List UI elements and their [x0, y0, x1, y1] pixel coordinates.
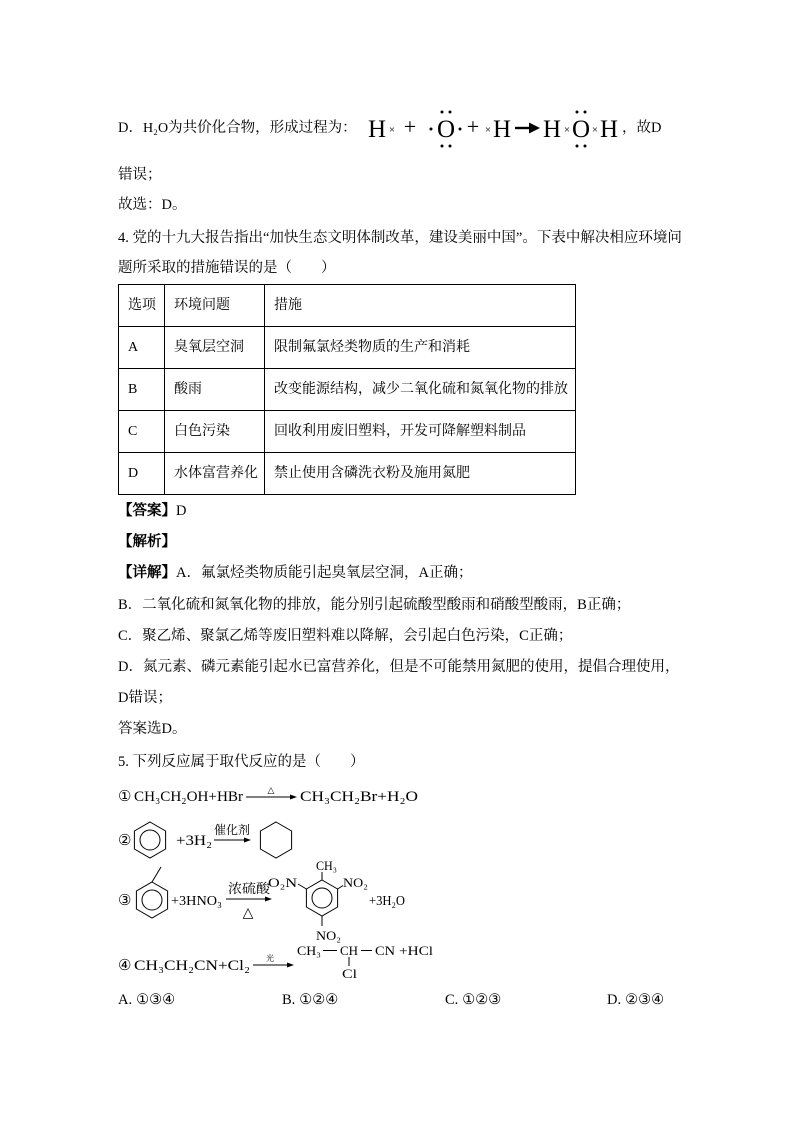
option-d-label: D． [118, 120, 143, 136]
answer-value: D [176, 503, 187, 519]
option-value: ①②④ [299, 992, 339, 1008]
reaction-4 [118, 943, 433, 981]
toluene-aromatic-circle [142, 890, 162, 910]
cell-option: A [119, 327, 165, 369]
cell-problem: 白色污染 [165, 411, 265, 453]
cell-problem: 臭氧层空洞 [165, 327, 265, 369]
product-byproduct: +HCl [399, 943, 434, 958]
electron-dot [449, 145, 452, 148]
toluene-ring [136, 882, 167, 918]
cell-measure: 限制氟氯烃类物质的生产和消耗 [265, 327, 576, 369]
reaction-1-condition: △ [267, 785, 275, 795]
option-label: D. [607, 992, 622, 1008]
cell-option: B [119, 369, 165, 411]
detail-line-d-continuation: D错误； [118, 690, 172, 706]
cyclohexane-ring [260, 822, 291, 858]
reaction-4-reactants: CH₃CH₂CN+Cl₂ [134, 958, 250, 974]
reaction-1-arrow-head [290, 795, 297, 800]
cell-measure: 改变能源结构，减少二氧化硫和氮氧化物的排放 [265, 369, 576, 411]
substituent-top: CH₃ [316, 858, 337, 873]
table-row [119, 453, 576, 495]
product-group-2: CH [340, 943, 358, 958]
electron-dot [576, 145, 579, 148]
benzene-aromatic-circle [140, 830, 160, 850]
hydrogen-atom: H [543, 116, 562, 143]
electron-cross: × [388, 124, 396, 136]
benzene-ring [134, 822, 165, 858]
reaction-1-products: CH₃CH₂Br+H₂O [300, 789, 419, 805]
cell-option: C [119, 411, 165, 453]
reaction-4-arrow-head [287, 963, 294, 968]
electron-dot [449, 111, 452, 114]
trinitrotoluene-aromatic-circle [312, 888, 332, 908]
reaction-4-condition: 光 [266, 954, 274, 963]
product-substituent: Cl [342, 966, 358, 981]
option-label: A. [118, 992, 133, 1008]
electron-dot [584, 111, 587, 114]
water-formula: H₂O [142, 121, 169, 136]
q5-stem: 5. 下列反应属于取代反应的是（ ） [118, 754, 365, 770]
electron-cross: × [484, 124, 492, 136]
reaction-3-arrow-head [265, 897, 272, 902]
answer-label: 【答案】 [118, 503, 176, 519]
hydrogen-atom: H [600, 116, 619, 143]
reaction-1 [118, 785, 418, 805]
electron-cross: × [563, 124, 571, 136]
table-row [119, 369, 576, 411]
electron-dot [584, 145, 587, 148]
reaction-4-marker: ④ [118, 958, 132, 974]
hydrogen-atom: H [493, 116, 512, 143]
option-c [445, 990, 501, 1010]
plus-sign: + [466, 114, 480, 139]
electron-dot [459, 128, 462, 131]
reaction-scheme [110, 775, 440, 987]
option-d-statement: 为共价化合物，形成过程为： [168, 120, 357, 136]
option-d [607, 990, 664, 1010]
trinitrotoluene-ring [306, 880, 337, 916]
detail-label: 【详解】 [118, 565, 176, 581]
q3-option-d-line [118, 118, 357, 138]
reaction-3-condition-above: 浓硫酸 [228, 881, 272, 896]
reaction-2-condition: 催化剂 [214, 823, 251, 837]
reaction-1-reactants: CH₃CH₂OH+HBr [134, 789, 244, 805]
option-d-continuation: 错误； [118, 167, 162, 183]
detail-line-b: B．二氧化硫和氮氧化物的排放，能分别引起硫酸型酸雨和硝酸型酸雨，B正确； [118, 597, 631, 613]
reaction-1-marker: ① [118, 789, 132, 805]
toluene-methyl-bond [152, 867, 161, 882]
header-option: 选项 [119, 285, 165, 327]
reaction-3-byproduct: +3H₂O [369, 894, 405, 909]
option-value: ②③④ [625, 992, 665, 1008]
substituent-bottom: NO₂ [316, 928, 341, 943]
reaction-2-marker: ② [118, 833, 132, 849]
hydrogen-atom: H [368, 116, 387, 143]
environment-measures-table [118, 284, 576, 495]
reaction-3-marker: ③ [118, 893, 132, 909]
oxygen-atom: O [572, 116, 591, 143]
option-value: ①②③ [462, 992, 502, 1008]
water-lewis-formation-diagram [360, 100, 625, 156]
reaction-arrow-head [529, 123, 540, 134]
plus-sign: + [403, 114, 417, 139]
reaction-3-reagent: +3HNO₃ [171, 894, 223, 909]
table-row [119, 411, 576, 453]
substituent-right: NO₂ [343, 875, 368, 890]
option-label: C. [445, 992, 459, 1008]
table-header-row [119, 285, 576, 327]
electron-cross: × [591, 124, 599, 136]
q4-stem-line-1: 4. 党的十九大报告指出“加快生态文明体制改革，建设美丽中国”。下表中解决相应环境问 [118, 230, 682, 246]
product-group-3: CN [375, 943, 396, 958]
q4-answer-line [118, 501, 186, 521]
detail-line-a [118, 563, 472, 583]
reaction-3-condition-below: △ [242, 906, 254, 921]
nitro-bond-left [298, 884, 306, 889]
option-b [282, 990, 338, 1010]
header-problem: 环境问题 [165, 285, 265, 327]
cell-problem: 酸雨 [165, 369, 265, 411]
q4-conclusion: 答案选D。 [118, 721, 187, 737]
analysis-label: 【解析】 [118, 534, 176, 550]
option-value: ①③④ [136, 992, 176, 1008]
q4-stem-line-2: 题所采取的措施错误的是（ ） [118, 260, 336, 276]
electron-dot [441, 145, 444, 148]
reaction-2-arrow-head [244, 838, 251, 843]
table-row [119, 327, 576, 369]
oxygen-atom: O [437, 116, 456, 143]
cell-problem: 水体富营养化 [165, 453, 265, 495]
reaction-2-reagent: +3H₂ [176, 833, 212, 849]
electron-dot [430, 128, 433, 131]
product-group-1: CH₃ [297, 943, 321, 958]
electron-dot [441, 111, 444, 114]
q3-conclusion: 故选：D。 [118, 197, 187, 213]
substituent-left: O₂N [268, 875, 298, 890]
header-measure: 措施 [265, 285, 576, 327]
electron-dot [576, 111, 579, 114]
reaction-3 [118, 858, 405, 943]
option-a [118, 990, 175, 1010]
reaction-2 [118, 822, 292, 858]
detail-text: A．氟氯烃类物质能引起臭氧层空洞，A正确； [176, 565, 473, 581]
detail-line-c: C．聚乙烯、聚氯乙烯等废旧塑料难以降解，会引起白色污染，C正确； [118, 628, 573, 644]
cell-option: D [119, 453, 165, 495]
cell-measure: 禁止使用含磷洗衣粉及施用氮肥 [265, 453, 576, 495]
option-label: B. [282, 992, 296, 1008]
option-d-suffix: ，故D [622, 120, 662, 136]
cell-measure: 回收利用废旧塑料，开发可降解塑料制品 [265, 411, 576, 453]
detail-line-d: D．氮元素、磷元素能引起水已富营养化，但是不可能禁用氮肥的使用，提倡合理使用， [118, 659, 680, 675]
